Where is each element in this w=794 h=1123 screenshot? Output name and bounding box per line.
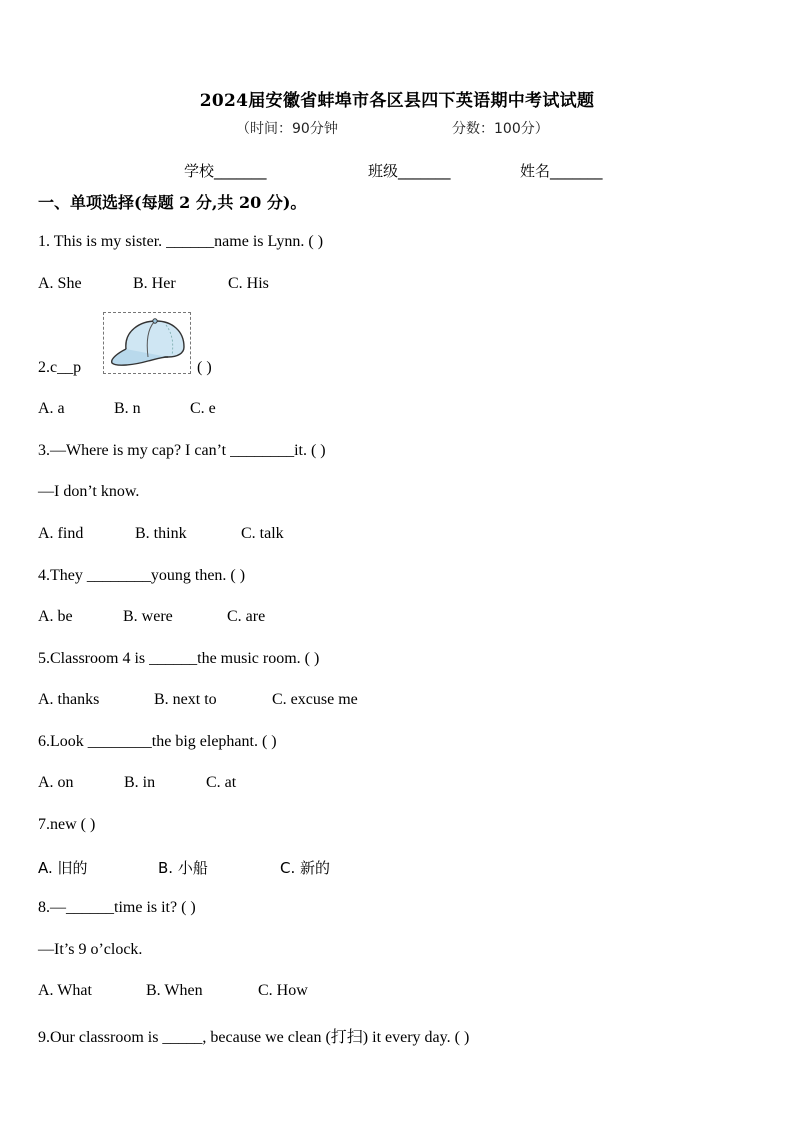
q5-option-a[interactable]: A. thanks <box>38 691 100 708</box>
question-4: 4.They ________young then. ( ) <box>38 567 246 584</box>
q8-option-c[interactable]: C. How <box>258 982 308 999</box>
q6-option-a[interactable]: A. on <box>38 774 74 791</box>
q1-option-a[interactable]: A. She <box>38 275 82 292</box>
q5-option-b[interactable]: B. next to <box>154 691 217 708</box>
exam-score: 分数：100分） <box>452 121 549 137</box>
q7-option-c[interactable]: C. 新的 <box>280 859 331 877</box>
baseball-cap-image <box>103 312 191 374</box>
question-5: 5.Classroom 4 is ______the music room. ( ) <box>38 650 320 667</box>
q1-option-c[interactable]: C. His <box>228 275 269 292</box>
question-2-bracket: ( ) <box>197 359 212 376</box>
question-3-reply: —I don’t know. <box>38 483 140 500</box>
school-field[interactable]: 学校_______ <box>184 162 267 180</box>
q2-option-c[interactable]: C. e <box>190 400 216 417</box>
cap-icon <box>104 313 190 373</box>
q5-option-c[interactable]: C. excuse me <box>272 691 358 708</box>
class-field[interactable]: 班级_______ <box>368 162 451 180</box>
q8-option-a[interactable]: A. What <box>38 982 92 999</box>
question-7: 7.new ( ) <box>38 816 96 833</box>
question-8: 8.—______time is it? ( ) <box>38 899 196 916</box>
question-3: 3.—Where is my cap? I can’t ________it. ( ) <box>38 442 326 459</box>
q1-option-b[interactable]: B. Her <box>133 275 176 292</box>
q8-option-b[interactable]: B. When <box>146 982 203 999</box>
q4-option-b[interactable]: B. were <box>123 608 173 625</box>
page-title: 2024届安徽省蚌埠市各区县四下英语期中考试试题 <box>199 91 595 111</box>
name-field[interactable]: 姓名_______ <box>520 162 603 180</box>
q4-option-c[interactable]: C. are <box>227 608 266 625</box>
q6-option-b[interactable]: B. in <box>124 774 156 791</box>
q2-option-a[interactable]: A. a <box>38 400 65 417</box>
exam-time: （时间：90分钟 <box>236 121 338 137</box>
question-2: 2.c__p <box>38 359 82 376</box>
section-title: 一、单项选择(每题 2 分,共 20 分)。 <box>38 193 307 212</box>
q3-option-b[interactable]: B. think <box>135 525 187 542</box>
q6-option-c[interactable]: C. at <box>206 774 237 791</box>
q3-option-c[interactable]: C. talk <box>241 525 284 542</box>
q3-option-a[interactable]: A. find <box>38 525 84 542</box>
q2-option-b[interactable]: B. n <box>114 400 141 417</box>
question-6: 6.Look ________the big elephant. ( ) <box>38 733 277 750</box>
q7-option-b[interactable]: B. 小船 <box>158 859 208 877</box>
question-1: 1. This is my sister. ______name is Lynn. ( ) <box>38 233 324 250</box>
question-9: 9.Our classroom is _____, because we clean (打扫) it every day. ( ) <box>38 1029 470 1046</box>
q4-option-a[interactable]: A. be <box>38 608 73 625</box>
question-8-reply: —It’s 9 o’clock. <box>38 941 143 958</box>
q7-option-a[interactable]: A. 旧的 <box>38 859 88 877</box>
